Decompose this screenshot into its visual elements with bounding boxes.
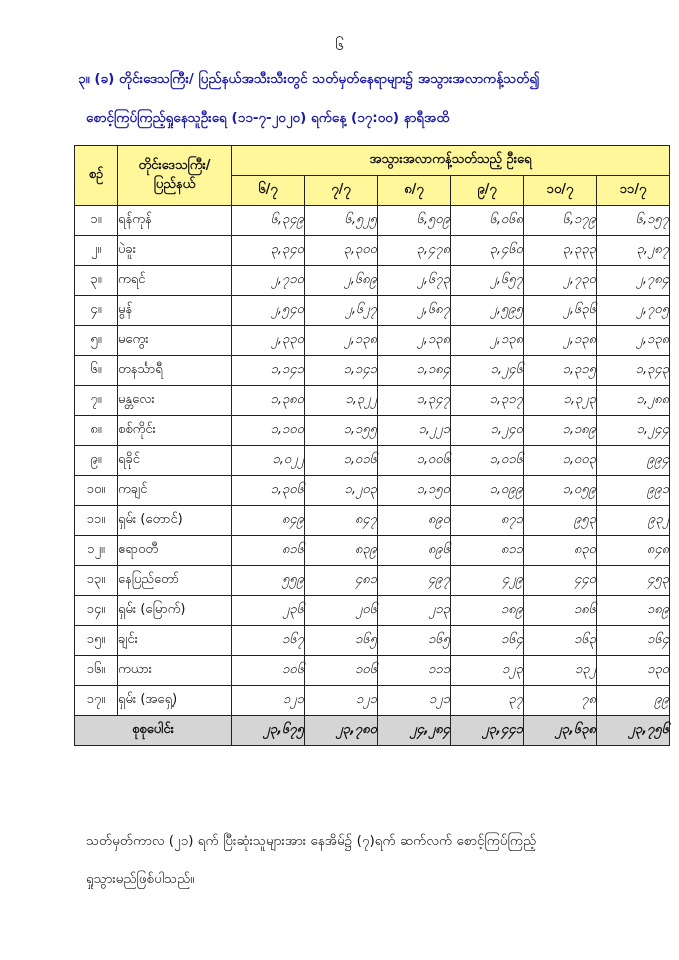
row-value: ၈၁၁: [451, 536, 524, 566]
row-value: ၂,၁၃၈: [305, 326, 378, 356]
row-serial-no: ၃။: [75, 266, 118, 296]
row-region: စစ်ကိုင်း: [118, 416, 232, 446]
row-value: ၁၂၁: [378, 686, 451, 716]
header-date: ၈/၇: [378, 176, 451, 206]
row-value: ၂၃၆: [232, 596, 305, 626]
row-value: ၂၁၃: [378, 596, 451, 626]
table-row: [75, 416, 670, 446]
row-value: ၁,၁၈၄: [378, 356, 451, 386]
row-value: ၁,၃၁၅: [524, 356, 597, 386]
row-value: ၁,၀၁၆: [305, 446, 378, 476]
row-value: ၈၉၀: [378, 506, 451, 536]
row-serial-no: ၁၅။: [75, 626, 118, 656]
row-value: ၉၉: [597, 686, 670, 716]
row-value: ၁၁၁: [378, 656, 451, 686]
heading-line-1: ၃။ (ခ) တိုင်းဒေသကြီး/ ပြည်နယ်အသီးသီးတွင် သတ်မှတ်နေရာများ၌ အသွားအလာကန့်သတ်၍: [78, 71, 540, 87]
row-value: ၆,၃၄၉: [232, 206, 305, 236]
row-region: မွန်: [118, 296, 232, 326]
row-value: ၂,၇၈၄: [597, 266, 670, 296]
table-row: [75, 656, 670, 686]
table-row: [75, 386, 670, 416]
row-value: ၁,၀၂၂: [232, 446, 305, 476]
row-value: ၄၉၇: [378, 566, 451, 596]
table-row: [75, 536, 670, 566]
row-value: ၁,၂၈၈: [597, 386, 670, 416]
row-value: ၁၀၆: [305, 656, 378, 686]
row-value: ၁,၃၂၃: [524, 386, 597, 416]
row-serial-no: ၂။: [75, 236, 118, 266]
row-serial-no: ၄။: [75, 296, 118, 326]
row-serial-no: ၉။: [75, 446, 118, 476]
row-value: ၁,၃၂၂: [305, 386, 378, 416]
row-value: ၁,၁၄၁: [232, 356, 305, 386]
row-value: ၂,၆၂၇: [305, 296, 378, 326]
row-value: ၁,၃၁၇: [451, 386, 524, 416]
row-value: ၃,၃၄၀: [232, 236, 305, 266]
row-value: ၂,၆၈၇: [378, 296, 451, 326]
table-row: [75, 296, 670, 326]
row-value: ၁,၃၀၆: [232, 476, 305, 506]
row-value: ၆,၁၅၇: [597, 206, 670, 236]
header-date: ၆/၇: [232, 176, 305, 206]
total-value: ၂၄,၂၈၄: [378, 716, 451, 746]
row-value: ၁,၀၀၃: [524, 446, 597, 476]
total-row: [75, 716, 670, 746]
row-value: ၃,၄၆၀: [451, 236, 524, 266]
row-region: ချင်း: [118, 626, 232, 656]
row-region: ကယား: [118, 656, 232, 686]
row-value: ၉၅၃: [524, 506, 597, 536]
page-number: ၆: [335, 35, 344, 54]
row-value: ၂၀၆: [305, 596, 378, 626]
row-value: ၆,၀၆၈: [451, 206, 524, 236]
row-value: ၈၄၉: [232, 506, 305, 536]
row-region: ရှမ်း (တောင်): [118, 506, 232, 536]
row-value: ၂,၆၅၇: [451, 266, 524, 296]
row-value: ၁,၂၄၄: [597, 416, 670, 446]
row-value: ၃၇: [451, 686, 524, 716]
row-value: ၃,၃၀၀: [305, 236, 378, 266]
note-line-2: ရှုသွားမည်ဖြစ်ပါသည်။: [86, 871, 195, 887]
header-date: ၉/၇: [451, 176, 524, 206]
table-row: [75, 626, 670, 656]
row-serial-no: ၆။: [75, 356, 118, 386]
row-value: ၁,၀၅၉: [524, 476, 597, 506]
row-value: ၁,၂၀၃: [305, 476, 378, 506]
total-value: ၂၃,၇၅၆: [597, 716, 670, 746]
row-value: ၂,၁၃၈: [524, 326, 597, 356]
row-region: ရန်ကုန်: [118, 206, 232, 236]
table-row: [75, 206, 670, 236]
row-value: ၁၆၅: [305, 626, 378, 656]
total-value: ၂၃,၆၇၅: [232, 716, 305, 746]
row-value: ၇၈: [524, 686, 597, 716]
row-value: ၂,၅၉၅: [451, 296, 524, 326]
row-value: ၂,၇၁၀: [232, 266, 305, 296]
row-serial-no: ၅။: [75, 326, 118, 356]
row-value: ၂,၆၃၆: [524, 296, 597, 326]
row-value: ၁,၃၄၃: [597, 356, 670, 386]
row-region: ဧရာဝတီ: [118, 536, 232, 566]
total-value: ၂၃,၄၄၁: [451, 716, 524, 746]
row-value: ၃,၄၇၈: [378, 236, 451, 266]
row-value: ၁,၂၄၆: [451, 356, 524, 386]
header-serial-no: စဉ်: [75, 146, 118, 206]
row-value: ၉၉၁: [597, 476, 670, 506]
row-value: ၁၈၆: [524, 596, 597, 626]
row-value: ၁,၁၀၀: [232, 416, 305, 446]
row-value: ၅၅၉: [232, 566, 305, 596]
row-value: ၄၄၀: [524, 566, 597, 596]
table-row: [75, 326, 670, 356]
table-row: [75, 266, 670, 296]
row-value: ၉၃၂: [597, 506, 670, 536]
row-value: ၄၈၁: [305, 566, 378, 596]
row-serial-no: ၁၇။: [75, 686, 118, 716]
row-value: ၁၂၃: [451, 656, 524, 686]
quarantine-table: [74, 145, 670, 746]
row-value: ၂,၁၃၈: [378, 326, 451, 356]
row-serial-no: ၁၃။: [75, 566, 118, 596]
row-value: ၁၂၁: [305, 686, 378, 716]
note-line-1: သတ်မှတ်ကာလ (၂၁) ရက် ပြီးဆုံးသူများအား နေအိမ်၌ (၇)ရက် ဆက်လက် စောင့်ကြပ်ကြည့်: [86, 833, 537, 849]
row-value: ၁၈၉: [597, 596, 670, 626]
row-value: ၁,၃၄၇: [378, 386, 451, 416]
table-row: [75, 476, 670, 506]
heading-line-2: စောင့်ကြပ်ကြည့်ရှုနေသူဦးရေ (၁၁-၇-၂၀၂၀) ရက်နေ့ (၁၇:၀၀) နာရီအထိ: [86, 110, 450, 126]
row-value: ၆,၅၂၅: [305, 206, 378, 236]
row-value: ၁၆၃: [524, 626, 597, 656]
row-region: တနင်္သာရီ: [118, 356, 232, 386]
header-group: အသွားအလာကန့်သတ်သည့် ဦးရေ: [232, 146, 670, 176]
row-value: ၁,၂၂၁: [378, 416, 451, 446]
row-region: ရခိုင်: [118, 446, 232, 476]
row-value: ၁,၀၁၆: [451, 446, 524, 476]
row-value: ၂,၁၃၈: [451, 326, 524, 356]
row-value: ၁၆၄: [597, 626, 670, 656]
row-value: ၂,၃၃၀: [232, 326, 305, 356]
header-region: တိုင်းဒေသကြီး/ ပြည်နယ်: [118, 146, 232, 206]
row-serial-no: ၁၁။: [75, 506, 118, 536]
row-value: ၈၃၀: [524, 536, 597, 566]
row-value: ၁၀၆: [232, 656, 305, 686]
row-value: ၈၉၆: [378, 536, 451, 566]
row-value: ၁၃၀: [597, 656, 670, 686]
row-serial-no: ၁၀။: [75, 476, 118, 506]
row-value: ၁၆၇: [232, 626, 305, 656]
table-row: [75, 446, 670, 476]
row-value: ၈၄၈: [597, 536, 670, 566]
table-row: [75, 506, 670, 536]
row-region: ရှမ်း (မြောက်): [118, 596, 232, 626]
row-value: ၂,၅၄၀: [232, 296, 305, 326]
total-label: စုစုပေါင်း: [75, 716, 232, 746]
table-row: [75, 596, 670, 626]
row-value: ၁၃၂: [524, 656, 597, 686]
row-region: ပဲခူး: [118, 236, 232, 266]
row-serial-no: ၁၄။: [75, 596, 118, 626]
total-value: ၂၃,၇၈၀: [305, 716, 378, 746]
row-serial-no: ၁။: [75, 206, 118, 236]
table-row: [75, 236, 670, 266]
row-value: ၈၄၇: [305, 506, 378, 536]
row-serial-no: ၁၆။: [75, 656, 118, 686]
row-value: ၁၂၁: [232, 686, 305, 716]
row-value: ၁,၀၀၆: [378, 446, 451, 476]
row-value: ၁၆၄: [451, 626, 524, 656]
row-region: မကွေး: [118, 326, 232, 356]
row-value: ၄၂၉: [451, 566, 524, 596]
header-date: ၇/၇: [305, 176, 378, 206]
row-region: ကချင်: [118, 476, 232, 506]
row-serial-no: ၇။: [75, 386, 118, 416]
row-value: ၂,၁၃၈: [597, 326, 670, 356]
row-value: ၆,၁၇၉: [524, 206, 597, 236]
row-value: ၁,၂၄၀: [451, 416, 524, 446]
row-value: ၃,၃၃၃: [524, 236, 597, 266]
row-region: ကရင်: [118, 266, 232, 296]
row-value: ၁၆၅: [378, 626, 451, 656]
row-region: ရှမ်း (အရှေ့): [118, 686, 232, 716]
row-value: ၂,၆၇၃: [378, 266, 451, 296]
row-value: ၃,၂၈၇: [597, 236, 670, 266]
total-value: ၂၃,၆၃၈: [524, 716, 597, 746]
table-row: [75, 566, 670, 596]
row-value: ၂,၆၈၉: [305, 266, 378, 296]
row-serial-no: ၈။: [75, 416, 118, 446]
row-value: ၁,၃၈၀: [232, 386, 305, 416]
row-region: နေပြည်တော်: [118, 566, 232, 596]
row-region: မန္တလေး: [118, 386, 232, 416]
row-value: ၉၉၄: [597, 446, 670, 476]
row-value: ၈၇၁: [451, 506, 524, 536]
row-value: ၁၈၉: [451, 596, 524, 626]
header-date: ၁၀/၇: [524, 176, 597, 206]
row-value: ၁,၁၅၅: [305, 416, 378, 446]
row-value: ၁,၁၈၉: [524, 416, 597, 446]
row-value: ၂,၇၃၀: [524, 266, 597, 296]
row-value: ၁,၁၄၁: [305, 356, 378, 386]
table-row: [75, 356, 670, 386]
row-serial-no: ၁၂။: [75, 536, 118, 566]
row-value: ၈၃၉: [305, 536, 378, 566]
header-date: ၁၁/၇: [597, 176, 670, 206]
row-value: ၂,၇၀၅: [597, 296, 670, 326]
table-row: [75, 686, 670, 716]
row-value: ၁,၁၅၀: [378, 476, 451, 506]
row-value: ၁,၀၉၉: [451, 476, 524, 506]
row-value: ၆,၅၀၉: [378, 206, 451, 236]
row-value: ၈၁၆: [232, 536, 305, 566]
row-value: ၄၅၃: [597, 566, 670, 596]
